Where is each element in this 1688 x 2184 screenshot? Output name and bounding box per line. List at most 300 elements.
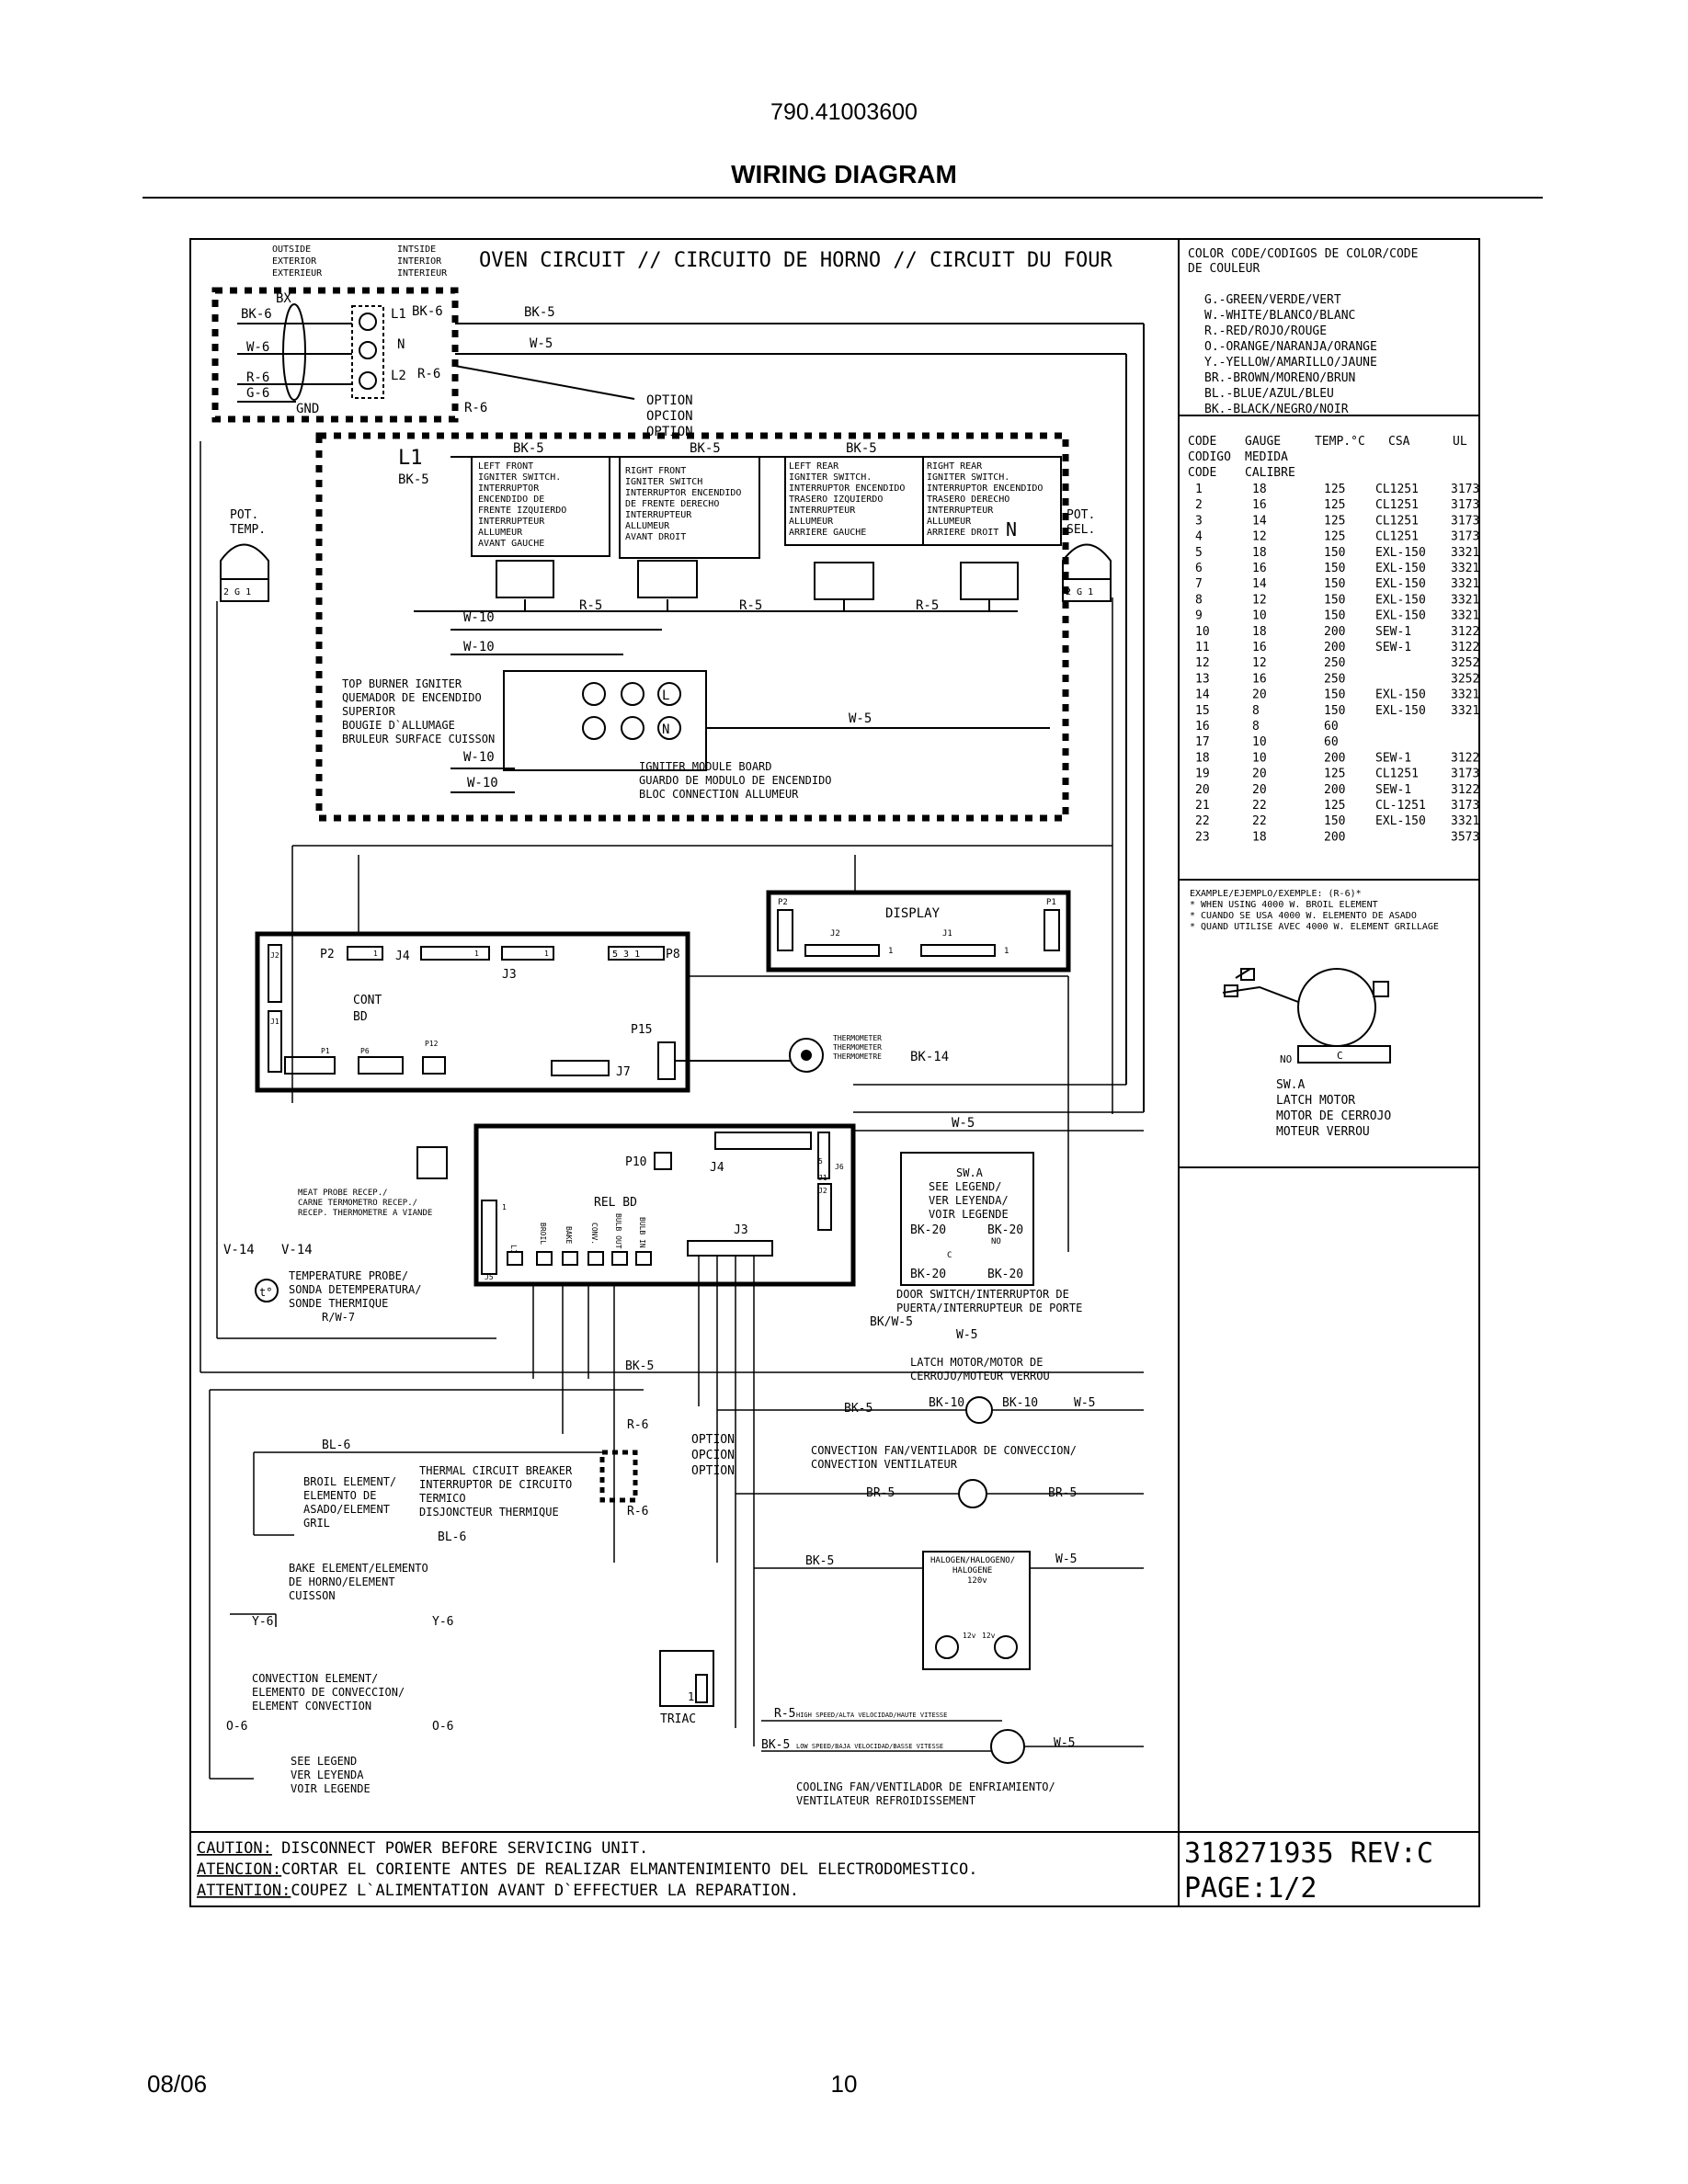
svg-text:BROIL ELEMENT/: BROIL ELEMENT/ (303, 1475, 397, 1488)
svg-text:BR.-BROWN/MORENO/BRUN: BR.-BROWN/MORENO/BRUN (1204, 371, 1356, 385)
svg-text:ARRIERE DROIT: ARRIERE DROIT (927, 528, 999, 538)
svg-text:W-10: W-10 (463, 640, 495, 654)
svg-text:R-5: R-5 (579, 598, 603, 613)
svg-text:2 G 1: 2 G 1 (1066, 587, 1094, 597)
svg-text:BL.-BLUE/AZUL/BLEU: BL.-BLUE/AZUL/BLEU (1204, 387, 1334, 401)
svg-text:C: C (1337, 1050, 1343, 1062)
svg-text:CODE: CODE (1188, 466, 1217, 480)
right-rear-igniter-switch (923, 457, 1061, 599)
svg-text:BK-5: BK-5 (513, 441, 544, 456)
svg-text:POT.: POT. (1066, 508, 1096, 522)
svg-text:BL-6: BL-6 (438, 1530, 467, 1544)
svg-text:BK-20: BK-20 (987, 1268, 1024, 1281)
svg-text:VER LEYENDA/: VER LEYENDA/ (929, 1194, 1009, 1207)
svg-text:BK-5: BK-5 (690, 441, 721, 456)
gauge-cell: SEW-1 (1375, 624, 1412, 639)
svg-text:120v: 120v (967, 1576, 987, 1586)
svg-text:W.-WHITE/BLANCO/BLANC: W.-WHITE/BLANCO/BLANC (1204, 309, 1356, 323)
gauge-cell: 3573 (1451, 830, 1480, 845)
svg-text:1: 1 (502, 1203, 507, 1211)
svg-text:CALIBRE: CALIBRE (1245, 466, 1295, 480)
gauge-cell: 3122 (1451, 751, 1480, 766)
svg-text:L1: L1 (509, 1245, 518, 1254)
svg-text:P15: P15 (631, 1023, 653, 1037)
gauge-cell: 12 (1252, 656, 1267, 671)
svg-text:Y.-YELLOW/AMARILLO/JAUNE: Y.-YELLOW/AMARILLO/JAUNE (1204, 356, 1377, 370)
svg-text:J5: J5 (485, 1273, 494, 1281)
svg-text:ALLUMEUR: ALLUMEUR (478, 528, 523, 538)
svg-text:2 G 1: 2 G 1 (223, 587, 252, 597)
svg-text:N: N (1006, 518, 1018, 540)
gauge-cell: 200 (1324, 624, 1346, 639)
svg-text:BK-5: BK-5 (805, 1554, 835, 1568)
top-burner-igniter (342, 677, 495, 745)
gauge-cell: EXL-150 (1375, 703, 1426, 718)
svg-text:EXAMPLE/EJEMPLO/EXEMPLE: (R-6): EXAMPLE/EJEMPLO/EXEMPLE: (R-6)* (1190, 889, 1362, 899)
svg-text:R-6: R-6 (627, 1505, 649, 1519)
svg-text:HALOGENE: HALOGENE (952, 1566, 993, 1575)
gauge-cell: 16 (1252, 641, 1267, 654)
right-front-igniter-switch (620, 457, 759, 597)
svg-text:INTERIOR: INTERIOR (397, 256, 442, 267)
meat-probe-receptacle (298, 1147, 447, 1218)
gauge-cell: 4 (1195, 529, 1203, 544)
gauge-cell: 15 (1195, 703, 1210, 718)
svg-text:R-5: R-5 (774, 1707, 796, 1721)
svg-text:BK-5: BK-5 (625, 1359, 655, 1373)
svg-text:P2: P2 (320, 948, 335, 961)
svg-text:MOTEUR VERROU: MOTEUR VERROU (1276, 1125, 1370, 1139)
svg-text:CERROJO/MOTEUR VERROU: CERROJO/MOTEUR VERROU (910, 1370, 1050, 1382)
gauge-cell: 10 (1195, 624, 1210, 639)
page-indicator: PAGE:1/2 (1184, 1872, 1317, 1905)
svg-text:J2: J2 (270, 951, 279, 960)
svg-text:LEFT REAR: LEFT REAR (789, 461, 839, 472)
svg-text:PUERTA/INTERRUPTEUR DE PORTE: PUERTA/INTERRUPTEUR DE PORTE (896, 1302, 1083, 1314)
svg-text:W-10: W-10 (467, 776, 498, 791)
gauge-cell: EXL-150 (1375, 814, 1426, 829)
gauge-cell: 9 (1195, 609, 1203, 623)
gauge-cell: 150 (1324, 703, 1346, 718)
svg-text:J6: J6 (835, 1163, 844, 1171)
svg-text:P2: P2 (778, 898, 788, 907)
svg-text:ELEMENTO DE: ELEMENTO DE (303, 1489, 377, 1502)
pot-temp (221, 508, 268, 601)
svg-text:LATCH MOTOR/MOTOR DE: LATCH MOTOR/MOTOR DE (910, 1356, 1044, 1369)
terminal-n (359, 342, 376, 358)
svg-text:BLOC CONNECTION ALLUMEUR: BLOC CONNECTION ALLUMEUR (639, 788, 799, 801)
svg-text:OPCION: OPCION (646, 409, 693, 424)
left-rear-igniter-switch (785, 457, 923, 599)
gauge-cell: 3122 (1451, 641, 1480, 654)
latch-motor-legend (1223, 969, 1391, 1139)
oven-thermometer (790, 1034, 882, 1072)
gauge-cell: 6 (1195, 562, 1203, 575)
gauge-cell: 3321 (1451, 609, 1480, 623)
svg-text:BK.-BLACK/NEGRO/NOIR: BK.-BLACK/NEGRO/NOIR (1204, 403, 1349, 416)
svg-text:R.-RED/ROJO/ROUGE: R.-RED/ROJO/ROUGE (1204, 324, 1328, 338)
svg-text:BRULEUR SURFACE CUISSON: BRULEUR SURFACE CUISSON (342, 733, 496, 745)
svg-text:12v: 12v (963, 1632, 976, 1640)
svg-text:V-14: V-14 (281, 1243, 313, 1257)
svg-text:BAKE ELEMENT/ELEMENTO: BAKE ELEMENT/ELEMENTO (289, 1562, 428, 1575)
gauge-cell: 18 (1252, 830, 1267, 845)
page-title: WIRING DIAGRAM (731, 160, 957, 188)
svg-text:HALOGEN/HALOGENO/: HALOGEN/HALOGENO/ (930, 1556, 1016, 1565)
svg-text:INTERRUPTEUR: INTERRUPTEUR (478, 517, 545, 527)
svg-text:BK-10: BK-10 (929, 1396, 965, 1410)
svg-text:OPTION: OPTION (691, 1464, 735, 1478)
svg-text:W-5: W-5 (530, 336, 553, 351)
svg-text:W-5: W-5 (1054, 1736, 1076, 1750)
svg-text:INTERRUPTOR ENCENDIDO: INTERRUPTOR ENCENDIDO (789, 483, 906, 494)
gauge-cell: 18 (1252, 545, 1267, 560)
gauge-cell: 21 (1195, 799, 1210, 813)
gauge-cell: 20 (1195, 782, 1210, 797)
gauge-cell: 3321 (1451, 577, 1480, 592)
terminal-l2 (359, 372, 376, 389)
svg-text:W-5: W-5 (1074, 1396, 1096, 1410)
svg-text:ALLUMEUR: ALLUMEUR (625, 521, 670, 531)
temperature-probe (256, 1269, 422, 1324)
svg-text:GND: GND (296, 402, 320, 416)
pot-sel (1063, 508, 1111, 601)
svg-text:BK-10: BK-10 (1002, 1396, 1039, 1410)
relay-board (476, 1126, 853, 1284)
gauge-cell: 125 (1324, 483, 1346, 496)
svg-text:* QUAND UTILISE AVEC 4000 W. E: * QUAND UTILISE AVEC 4000 W. ELEMENT GRILLAGE (1190, 922, 1439, 932)
svg-text:BK-14: BK-14 (910, 1050, 950, 1064)
svg-text:MEDIDA: MEDIDA (1245, 450, 1288, 464)
gauge-cell: 12 (1195, 656, 1210, 671)
gauge-cell: 22 (1252, 814, 1267, 829)
svg-text:W-5: W-5 (956, 1328, 978, 1342)
svg-text:BAKE: BAKE (565, 1226, 573, 1245)
gauge-cell: 18 (1195, 751, 1210, 766)
svg-text:SUPERIOR: SUPERIOR (342, 705, 395, 718)
svg-text:INTERRUPTEUR: INTERRUPTEUR (789, 506, 856, 516)
svg-text:P6: P6 (360, 1047, 370, 1055)
svg-text:POT.: POT. (230, 508, 259, 522)
gauge-cell: 125 (1324, 799, 1346, 813)
gauge-cell: 2 (1195, 498, 1203, 513)
gauge-cell: 18 (1252, 483, 1267, 496)
svg-text:BK-20: BK-20 (987, 1223, 1024, 1237)
latch-motor (844, 1356, 1095, 1423)
gauge-cell: 150 (1324, 577, 1346, 592)
svg-text:W-5: W-5 (849, 711, 873, 726)
svg-text:BK-6: BK-6 (412, 304, 443, 319)
gauge-cell: 7 (1195, 577, 1203, 592)
gauge-cell: 200 (1324, 641, 1346, 654)
svg-text:OPTION: OPTION (691, 1433, 735, 1447)
svg-text:MEAT PROBE RECEP./: MEAT PROBE RECEP./ (298, 1189, 388, 1198)
svg-text:CSA: CSA (1388, 435, 1410, 449)
gauge-cell: 3321 (1451, 545, 1480, 560)
svg-text:INTERIEUR: INTERIEUR (397, 268, 448, 279)
svg-text:BK-6: BK-6 (241, 307, 272, 322)
gauge-cell: 125 (1324, 498, 1346, 513)
svg-text:CONVECTION FAN/VENTILADOR DE C: CONVECTION FAN/VENTILADOR DE CONVECCION/ (811, 1444, 1077, 1457)
svg-text:THERMOMETER: THERMOMETER (833, 1043, 882, 1052)
svg-text:THERMOMETER: THERMOMETER (833, 1034, 882, 1042)
svg-text:REL BD: REL BD (594, 1196, 637, 1210)
gauge-cell: 16 (1195, 720, 1210, 734)
gauge-cell: 14 (1195, 688, 1210, 702)
gauge-cell: 200 (1324, 830, 1346, 845)
svg-text:ASADO/ELEMENT: ASADO/ELEMENT (303, 1503, 390, 1516)
gauge-cell: 200 (1324, 751, 1346, 766)
gauge-cell: 3252 (1451, 672, 1480, 687)
svg-text:ELEMENT CONVECTION: ELEMENT CONVECTION (252, 1700, 372, 1712)
svg-text:INTERRUPTOR ENCENDIDO: INTERRUPTOR ENCENDIDO (625, 488, 742, 498)
svg-text:t°: t° (259, 1286, 273, 1299)
svg-text:COLOR CODE/CODIGOS DE COLOR/CO: COLOR CODE/CODIGOS DE COLOR/CODE (1188, 247, 1419, 261)
svg-text:GRIL: GRIL (303, 1517, 330, 1530)
gauge-cell: 3 (1195, 514, 1203, 529)
svg-text:BK-5: BK-5 (398, 472, 429, 487)
svg-text:CAUTION: DISCONNECT POWER BEFO: CAUTION: DISCONNECT POWER BEFORE SERVICING UNIT. (197, 1839, 649, 1858)
gauge-cell: EXL-150 (1375, 609, 1426, 623)
gauge-cell: EXL-150 (1375, 577, 1426, 592)
gauge-cell: 3321 (1451, 562, 1480, 575)
gauge-cell: 12 (1252, 593, 1267, 608)
door-switch (896, 1153, 1082, 1314)
svg-text:GUARDO DE MODULO DE ENCENDIDO: GUARDO DE MODULO DE ENCENDIDO (639, 774, 832, 787)
bake-element (252, 1562, 453, 1629)
svg-text:LOW SPEED/BAJA VELOCIDAD/BASSE: LOW SPEED/BAJA VELOCIDAD/BASSE VITESSE (796, 1743, 944, 1750)
svg-text:EXTERIEUR: EXTERIEUR (272, 268, 323, 279)
svg-text:J4: J4 (710, 1161, 724, 1175)
svg-text:BR-5: BR-5 (1048, 1486, 1078, 1500)
svg-text:VER LEYENDA: VER LEYENDA (291, 1769, 364, 1781)
svg-text:OPTION: OPTION (646, 425, 693, 439)
svg-text:L1: L1 (398, 447, 423, 470)
gauge-cell: SEW-1 (1375, 641, 1412, 654)
svg-text:R-5: R-5 (739, 598, 763, 613)
gauge-cell: 19 (1195, 767, 1210, 781)
gauge-cell: 17 (1195, 735, 1210, 750)
gauge-cell: 150 (1324, 688, 1346, 702)
svg-text:J2: J2 (818, 1187, 827, 1195)
svg-text:J3: J3 (502, 968, 517, 982)
svg-text:5: 5 (818, 1157, 823, 1166)
svg-text:CODE: CODE (1188, 435, 1217, 449)
svg-text:W-5: W-5 (952, 1116, 975, 1131)
svg-text:BK/W-5: BK/W-5 (870, 1315, 913, 1329)
revision-date: 08/06 (147, 2070, 208, 2098)
gauge-cell: 150 (1324, 545, 1346, 560)
svg-text:MOTOR DE CERROJO: MOTOR DE CERROJO (1276, 1109, 1392, 1123)
svg-text:P10: P10 (625, 1155, 647, 1169)
gauge-cell: CL1251 (1375, 767, 1419, 781)
gauge-cell: CL1251 (1375, 514, 1419, 529)
svg-text:QUEMADOR DE ENCENDIDO: QUEMADOR DE ENCENDIDO (342, 691, 482, 704)
svg-text:NO: NO (991, 1237, 1001, 1246)
gauge-cell: 150 (1324, 593, 1346, 608)
gauge-cell: 3321 (1451, 688, 1480, 702)
svg-text:IGNITER SWITCH.: IGNITER SWITCH. (789, 472, 873, 483)
gauge-cell: 23 (1195, 830, 1210, 845)
svg-text:THERMAL CIRCUIT BREAKER: THERMAL CIRCUIT BREAKER (419, 1464, 573, 1477)
gauge-cell: 150 (1324, 609, 1346, 623)
gauge-cell: 150 (1324, 814, 1346, 829)
svg-text:IGNITER SWITCH.: IGNITER SWITCH. (478, 472, 562, 483)
gauge-cell: 3173 (1451, 799, 1480, 813)
page-number: 10 (830, 2070, 858, 2098)
svg-text:1: 1 (1004, 947, 1009, 956)
svg-text:BULB OUT: BULB OUT (614, 1213, 622, 1249)
svg-text:UL: UL (1453, 435, 1467, 449)
svg-text:SONDA DETEMPERATURA/: SONDA DETEMPERATURA/ (289, 1283, 422, 1296)
svg-text:SW.A: SW.A (956, 1166, 983, 1179)
gauge-cell: 1 (1195, 483, 1203, 496)
svg-text:BOUGIE D`ALLUMAGE: BOUGIE D`ALLUMAGE (342, 719, 455, 732)
svg-text:LATCH MOTOR: LATCH MOTOR (1276, 1094, 1356, 1108)
svg-text:R-6: R-6 (246, 370, 270, 385)
svg-text:P1: P1 (321, 1047, 330, 1055)
svg-text:5 3 1: 5 3 1 (612, 950, 641, 960)
svg-text:DE COULEUR: DE COULEUR (1188, 262, 1260, 276)
gauge-cell: 3122 (1451, 624, 1480, 639)
svg-text:BK-5: BK-5 (844, 1402, 873, 1416)
gauge-cell: 16 (1252, 672, 1267, 687)
gauge-cell: 10 (1252, 751, 1267, 766)
svg-text:ENCENDIDO DE: ENCENDIDO DE (478, 495, 545, 505)
svg-text:BR-5: BR-5 (866, 1486, 895, 1500)
svg-text:CONVECTION VENTILATEUR: CONVECTION VENTILATEUR (811, 1458, 957, 1471)
svg-text:R-6: R-6 (627, 1418, 649, 1432)
svg-text:CONVECTION ELEMENT/: CONVECTION ELEMENT/ (252, 1672, 379, 1685)
gauge-cell: 3321 (1451, 814, 1480, 829)
gauge-cell: 150 (1324, 562, 1346, 575)
gauge-cell: 3173 (1451, 767, 1480, 781)
gauge-cell: 10 (1252, 735, 1267, 750)
svg-text:ALLUMEUR: ALLUMEUR (789, 517, 834, 527)
gauge-cell: CL1251 (1375, 483, 1419, 496)
svg-text:TRASERO IZQUIERDO: TRASERO IZQUIERDO (789, 495, 884, 505)
svg-text:INTSIDE: INTSIDE (397, 245, 437, 255)
gauge-cell: 125 (1324, 767, 1346, 781)
svg-text:ATENCION:CORTAR EL CORIENTE AN: ATENCION:CORTAR EL CORIENTE ANTES DE REALIZAR ELMANTENIMIENTO DEL ELECTRODOMESTICO. (197, 1860, 978, 1879)
gauge-cell: 200 (1324, 782, 1346, 797)
gauge-cell: 3173 (1451, 498, 1480, 513)
svg-text:SONDE THERMIQUE: SONDE THERMIQUE (289, 1297, 389, 1310)
gauge-cell: EXL-150 (1375, 688, 1426, 702)
svg-text:1: 1 (544, 950, 549, 958)
svg-text:SEL.: SEL. (1066, 523, 1096, 537)
svg-text:R-5: R-5 (916, 598, 940, 613)
svg-text:TRASERO DERECHO: TRASERO DERECHO (927, 495, 1010, 505)
svg-text:J4: J4 (395, 950, 410, 963)
svg-text:BK-5: BK-5 (524, 305, 555, 320)
svg-text:R/W-7: R/W-7 (322, 1311, 356, 1324)
svg-text:L1: L1 (391, 307, 406, 322)
gauge-cell: 20 (1252, 782, 1267, 797)
svg-text:ARRIERE GAUCHE: ARRIERE GAUCHE (789, 528, 867, 538)
svg-text:INTERRUPTOR DE CIRCUITO: INTERRUPTOR DE CIRCUITO (419, 1478, 573, 1491)
svg-text:DE HORNO/ELEMENT: DE HORNO/ELEMENT (289, 1575, 395, 1588)
svg-text:1: 1 (474, 950, 479, 958)
color-code-legend (1188, 247, 1418, 416)
svg-text:COOLING FAN/VENTILADOR DE ENFR: COOLING FAN/VENTILADOR DE ENFRIAMIENTO/ (796, 1780, 1055, 1793)
svg-text:J3: J3 (734, 1223, 748, 1237)
svg-text:G.-GREEN/VERDE/VERT: G.-GREEN/VERDE/VERT (1204, 293, 1341, 307)
gauge-cell: 18 (1252, 624, 1267, 639)
gauge-cell: 22 (1195, 814, 1210, 829)
svg-text:TRIAC: TRIAC (660, 1712, 697, 1726)
svg-text:TERMICO: TERMICO (419, 1492, 466, 1505)
svg-text:AVANT DROIT: AVANT DROIT (625, 532, 687, 542)
svg-text:NO: NO (1280, 1053, 1293, 1065)
gauge-cell: 8 (1252, 703, 1260, 718)
svg-text:R-6: R-6 (417, 367, 441, 381)
wire-gauge-rows (1195, 483, 1479, 844)
gauge-cell: 125 (1324, 529, 1346, 544)
svg-text:J2: J2 (830, 929, 840, 938)
gauge-cell: 60 (1324, 735, 1339, 750)
gauge-cell: 8 (1195, 593, 1203, 608)
gauge-cell: 20 (1252, 688, 1267, 702)
gauge-cell: 125 (1324, 514, 1346, 529)
svg-text:BK-5: BK-5 (846, 441, 877, 456)
svg-text:FRENTE IZQUIERDO: FRENTE IZQUIERDO (478, 506, 567, 516)
svg-text:R-6: R-6 (464, 401, 488, 415)
svg-text:J1: J1 (942, 929, 952, 938)
thermal-circuit-breaker (419, 1418, 735, 1519)
svg-text:TEMP.°C: TEMP.°C (1315, 435, 1365, 449)
svg-text:O-6: O-6 (432, 1720, 454, 1734)
gauge-cell: 14 (1252, 577, 1267, 592)
model-number: 790.41003600 (770, 99, 918, 125)
svg-text:1: 1 (888, 947, 894, 956)
gauge-cell: 3173 (1451, 483, 1480, 496)
svg-text:ALLUMEUR: ALLUMEUR (927, 517, 972, 527)
caution-block (197, 1839, 978, 1900)
svg-text:C: C (947, 1251, 952, 1260)
svg-text:CODIGO: CODIGO (1188, 450, 1231, 464)
igniter-module-board (504, 671, 832, 801)
svg-text:W-10: W-10 (463, 610, 495, 625)
gauge-cell: 10 (1252, 609, 1267, 623)
svg-text:VENTILATEUR REFROIDISSEMENT: VENTILATEUR REFROIDISSEMENT (796, 1794, 976, 1807)
svg-text:HIGH SPEED/ALTA VELOCIDAD/HAUT: HIGH SPEED/ALTA VELOCIDAD/HAUTE VITESSE (796, 1712, 948, 1719)
gauge-cell: 3321 (1451, 593, 1480, 608)
svg-text:J1: J1 (270, 1018, 279, 1026)
svg-text:W-10: W-10 (463, 750, 495, 765)
svg-text:1: 1 (373, 950, 378, 958)
svg-text:Y-6: Y-6 (252, 1615, 274, 1629)
gauge-cell: 250 (1324, 656, 1346, 671)
svg-text:W-5: W-5 (1055, 1553, 1078, 1566)
gauge-cell: 16 (1252, 498, 1267, 513)
svg-text:P1: P1 (1046, 898, 1056, 907)
svg-text:BK-20: BK-20 (910, 1223, 947, 1237)
gauge-cell: SEW-1 (1375, 782, 1412, 797)
svg-text:OPTION: OPTION (646, 393, 693, 408)
gauge-cell: EXL-150 (1375, 562, 1426, 575)
gauge-cell: CL-1251 (1375, 799, 1426, 813)
gauge-cell: SEW-1 (1375, 751, 1412, 766)
svg-text:ATTENTION:COUPEZ L`ALIMENTATIO: ATTENTION:COUPEZ L`ALIMENTATION AVANT D`EFFECTUER LA REPARATION. (197, 1882, 800, 1900)
gauge-cell: 22 (1252, 799, 1267, 813)
gauge-cell: 14 (1252, 514, 1267, 529)
wire-gauge-table (1188, 435, 1467, 480)
terminal-l1 (359, 313, 376, 330)
svg-text:N: N (397, 337, 405, 352)
svg-text:CONT: CONT (353, 994, 382, 1007)
svg-text:RIGHT REAR: RIGHT REAR (927, 461, 983, 472)
